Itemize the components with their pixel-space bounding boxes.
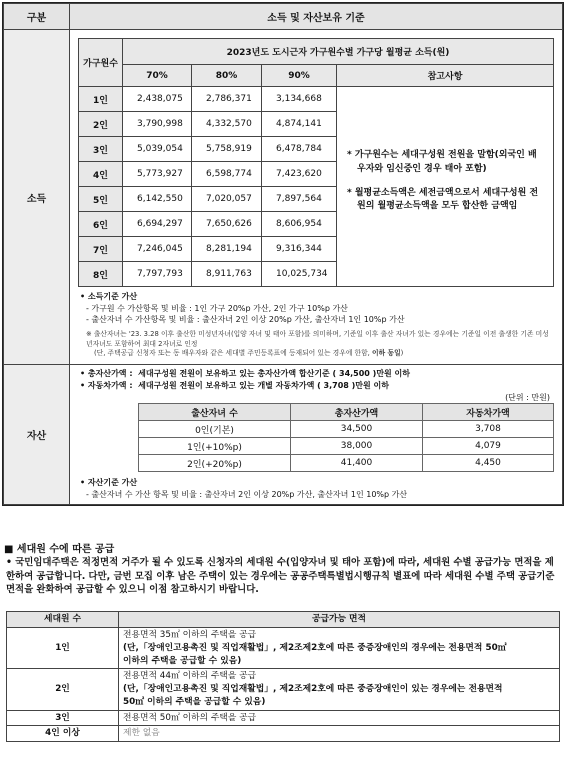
income-value: 6,598,774 [192, 162, 262, 187]
criteria-table [2, 2, 564, 506]
income-value: 8,911,763 [192, 262, 262, 287]
asset-cell-value: 4,079 [423, 438, 554, 455]
table-row [7, 726, 560, 742]
asset-cell [70, 365, 563, 505]
income-value: 7,246,045 [123, 237, 192, 262]
income-value: 2,786,371 [192, 87, 262, 112]
area-line: (단,「장애인고용촉진 및 직업재활법」, 제2조제2호에 따른 중증장애인의 경우에는 전용면적 50㎡ [123, 642, 507, 653]
col-children: 출산자녀 수 [139, 404, 291, 421]
asset-table [138, 403, 554, 472]
footnote-text: ) [400, 349, 404, 358]
asset-label: • 총자산가액 : [80, 369, 133, 379]
col-90: 90% [262, 65, 337, 87]
area-line: 이하의 주택을 공급할 수 있음) [123, 655, 242, 666]
income-value: 7,897,564 [262, 187, 337, 212]
income-value: 7,020,057 [192, 187, 262, 212]
area-line: 전용면적 35㎡ 이하의 주택을 공급 [123, 630, 257, 640]
income-value: 9,316,344 [262, 237, 337, 262]
area-line: 50㎡ 이하의 주택을 공급할 수 있음) [123, 696, 266, 707]
income-table-title: 2023년도 도시근자 가구원수별 가구당 월평균 소득(원) [123, 39, 554, 65]
asset-cell-value: 4,450 [423, 455, 554, 472]
household-size: 4인 [79, 162, 123, 187]
income-value: 2,438,075 [123, 87, 192, 112]
asset-text: 세대구성원 전원이 보유하고 있는 개별 자동차가액 ( 3,708 )만원 이하 [138, 380, 389, 390]
household-size: 1인 [79, 87, 123, 112]
members-count: 3인 [7, 710, 119, 726]
col-members: 세대원 수 [7, 612, 119, 628]
asset-cell-value: 41,400 [291, 455, 423, 472]
table-row [79, 87, 554, 112]
asset-extra-line: - 출산자녀 수 가산 항목 및 비율 : 출산자녀 2인 이상 20%p 가산, 출산자녀 1인 10%p 가산 [86, 489, 408, 499]
section-title: ■ 세대원 수에 따른 공급 [4, 544, 115, 555]
income-footnote-2 [80, 349, 554, 359]
income-value: 7,797,793 [123, 262, 192, 287]
household-size: 8인 [79, 262, 123, 287]
household-size: 7인 [79, 237, 123, 262]
asset-cell-value: 2인(+20%p) [139, 455, 291, 472]
income-extra-line: - 가구원 수 가산항목 및 비율 : 1인 가구 20%p 가산, 2인 가구 10%p 가산 [86, 303, 348, 313]
asset-line-2 [80, 380, 554, 392]
income-value: 5,039,054 [123, 137, 192, 162]
household-size: 5인 [79, 187, 123, 212]
col-car-value: 자동차가액 [423, 404, 554, 421]
income-notes [337, 87, 554, 287]
header-category: 구분 [4, 4, 70, 30]
note-income: * 월평균소득액은 세전금액으로서 세대구성원 전원의 월평균소득액을 모두 합산한 금액임 [347, 187, 539, 212]
note-household: * 가구원수는 세대구성원 전원을 말함(외국인 배우자와 임신중인 경우 태아 포함) [347, 149, 537, 174]
income-footnote: ※ 출산자녀는 '23. 3.28 이후 출산한 미성년자녀(입양 자녀 및 태아 포함)를 의미하며, 기준일 이후 출산 자녀가 있는 경우에는 기준일 이전 출생한 기존 미성년자녀도 포함하여 최대 2자녀로 인정 [86, 329, 549, 348]
members-count: 4인 이상 [7, 726, 119, 742]
income-extra-title: • 소득기준 가산 [80, 292, 138, 301]
asset-line-1 [80, 368, 554, 380]
area-desc [119, 669, 560, 710]
income-category: 소득 [4, 30, 70, 365]
income-value: 5,773,927 [123, 162, 192, 187]
income-value: 8,281,194 [192, 237, 262, 262]
area-line: 제한 없음 [119, 726, 560, 742]
income-value: 6,478,784 [262, 137, 337, 162]
col-total-asset: 총자산가액 [291, 404, 423, 421]
income-extra [70, 291, 562, 364]
income-value: 3,134,668 [262, 87, 337, 112]
footnote-bold: 이하 동일 [372, 349, 401, 358]
table-row [7, 710, 560, 726]
col-80: 80% [192, 65, 262, 87]
income-value: 4,332,570 [192, 112, 262, 137]
area-line: 전용면적 50㎡ 이하의 주택을 공급 [119, 710, 560, 726]
income-value: 3,790,998 [123, 112, 192, 137]
income-value: 7,423,620 [262, 162, 337, 187]
table-row [7, 669, 560, 710]
asset-cell-value: 3,708 [423, 421, 554, 438]
area-line: (단,「장애인고용촉진 및 직업재활법」, 제2조제2호에 따른 중증장애인이 있는 경우에는 전용면적 [123, 684, 503, 694]
section-text: • 국민임대주택은 적정면적 거주가 될 수 있도록 신청자의 세대원 수(입양자녀 및 태아 포함)에 따라, 세대원 수별 공급가능 면적을 제한하여 공급합니다. 다만, 금번 모집 이후 남은 주택이 있는 경우에는 공공주택특별법시행규칙 별표에 따라 세대원 수별 주택 공급기준 면적을 완화하여 공급할 수 있으니 이점 참고하시기 바랍니다. [6, 557, 555, 596]
col-note: 참고사항 [337, 65, 554, 87]
table-row [7, 628, 560, 669]
col-70: 70% [123, 65, 192, 87]
income-value: 4,874,141 [262, 112, 337, 137]
col-household-size: 가구원수 [79, 39, 123, 87]
income-value: 5,758,919 [192, 137, 262, 162]
income-value: 8,606,954 [262, 212, 337, 237]
income-value: 6,142,550 [123, 187, 192, 212]
members-count: 2인 [7, 669, 119, 710]
members-count: 1인 [7, 628, 119, 669]
table-row [139, 455, 554, 472]
asset-cell-value: 0인(기본) [139, 421, 291, 438]
area-desc [119, 628, 560, 669]
col-area: 공급가능 면적 [119, 612, 560, 628]
asset-unit: (단위 : 만원) [505, 392, 550, 402]
household-size: 2인 [79, 112, 123, 137]
asset-cell-value: 1인(+10%p) [139, 438, 291, 455]
asset-extra-title: • 자산기준 가산 [80, 478, 138, 488]
footnote-text: (단, 주택공급 신청자 또는 동 배우자와 같은 세대별 주민등록표에 등재되어 있는 경우에 한함, [94, 349, 372, 358]
income-table-wrap [70, 30, 562, 291]
income-value: 10,025,734 [262, 262, 337, 287]
table-row [139, 438, 554, 455]
household-size: 6인 [79, 212, 123, 237]
income-value: 7,650,626 [192, 212, 262, 237]
household-size: 3인 [79, 137, 123, 162]
area-line: 전용면적 44㎡ 이하의 주택을 공급 [123, 671, 257, 682]
income-extra-line: - 출산자녀 수 가산항목 및 비율 : 출산자녀 2인 이상 20%p 가산, 출산자녀 1인 10%p 가산 [86, 315, 405, 325]
asset-label: • 자동차가액 : [80, 380, 133, 390]
asset-category: 자산 [4, 365, 70, 505]
asset-cell-value: 34,500 [291, 421, 423, 438]
header-criteria: 소득 및 자산보유 기준 [70, 4, 563, 30]
asset-cell-value: 38,000 [291, 438, 423, 455]
income-table [78, 38, 554, 287]
table-row [139, 421, 554, 438]
asset-text: 세대구성원 전원이 보유하고 있는 총자산가액 합산기준 ( 34,500 )만원 이하 [138, 369, 411, 379]
income-cell [70, 30, 563, 365]
income-value: 6,694,297 [123, 212, 192, 237]
supply-table [6, 611, 560, 742]
